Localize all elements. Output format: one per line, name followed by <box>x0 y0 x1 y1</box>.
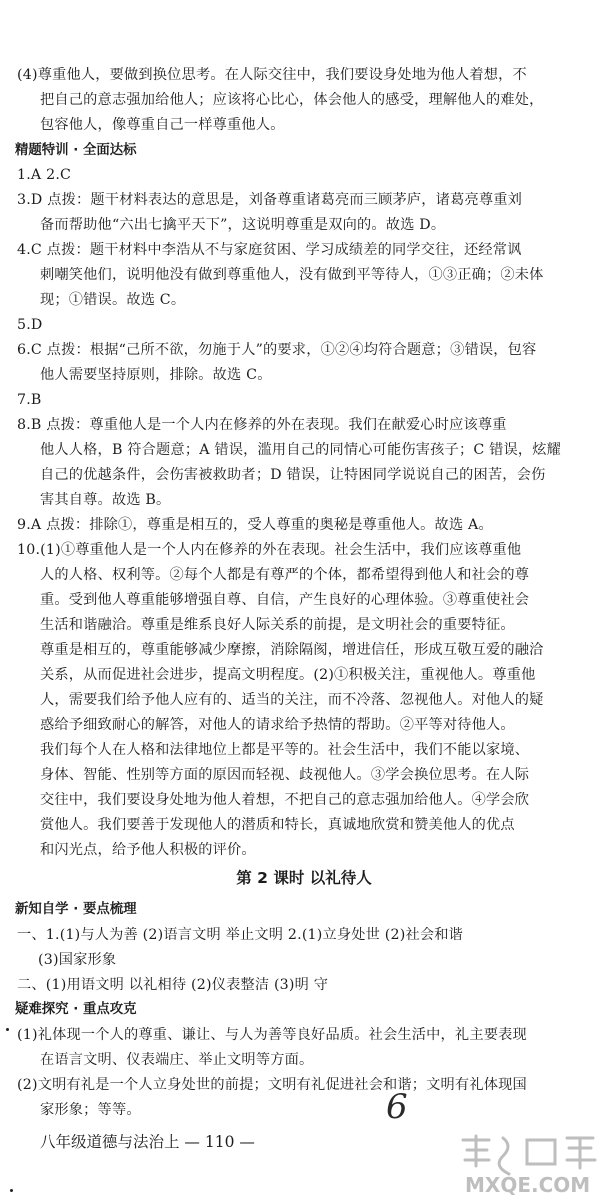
q10-line: 重。受到他人尊重能够增强自尊、自信，产生良好的心理体验。③尊重使社会 <box>40 592 530 608</box>
watermark-domain-text <box>465 1173 590 1197</box>
q10-line: 和闪光点，给予他人积极的评价。 <box>40 842 256 858</box>
q10-line: 身体、智能、性别等方面的原因而轻视、歧视他人。③学会换位思考。在人际 <box>40 767 530 783</box>
answer-line: 4.C 点拨：题干材料中李浩从不与家庭贫困、学习成绩差的同学交往，还经常讽 <box>17 242 522 258</box>
answer-line: 他人人格，B 符合题意；A 错误，滥用自己的同情心可能伤害孩子；C 错误，炫耀 <box>40 442 562 458</box>
q10-line: 人的人格、权利等。②每个人都是有尊严的个体，都希望得到他人和社会的尊 <box>40 567 530 583</box>
q10-line: 惑给予细致耐心的解答，对他人的请求给予热情的帮助。②平等对待他人。 <box>40 717 515 733</box>
text-line: (4)尊重他人，要做到换位思考。在人际交往中，我们要设身处地为他人着想，不 <box>17 67 527 83</box>
answer-line: 9.A 点拨：排除①，尊重是相互的，受人尊重的奥秘是尊重他人。故选 A。 <box>17 517 493 533</box>
answer-line: 8.B 点拨：尊重他人是一个人内在修养的外在表现。我们在献爱心时应该尊重 <box>17 417 507 433</box>
q10-line: 关系，从而促进社会进步，提高文明程度。(2)①积极关注，重视他人。尊重他 <box>40 667 536 683</box>
q10-line: 生活和谐融洽。尊重是维系良好人际关系的前提，是文明社会的重要特征。 <box>40 617 515 633</box>
answer-line: 刺嘲笑他们，说明他没有做到尊重他人，没有做到平等待人，①③正确；②未体 <box>40 267 544 283</box>
xinzhi-line: 一、1.(1)与人为善 (2)语言文明 举止文明 2.(1)立身处世 (2)社会和谐 <box>17 927 464 943</box>
stray-dot <box>10 1189 13 1192</box>
lesson-title: 第 2 课时 以礼待人 <box>236 869 372 887</box>
svg-text:MXQE.COM: MXQE.COM <box>465 1173 591 1197</box>
text-line: 包容他人，像尊重自己一样尊重他人。 <box>40 117 285 133</box>
answer-line: 他人需要坚持原则，排除。故选 C。 <box>40 367 272 383</box>
answer-line: 现；①错误。故选 C。 <box>40 292 186 308</box>
answer-line: 自己的优越条件，会伤害被救助者；D 错误，让特困同学说说自己的困苦，会伤 <box>40 467 546 483</box>
yinan-line: 家形象；等等。 <box>40 1102 141 1118</box>
watermark-logo <box>455 1128 605 1198</box>
yinan-line: (2)文明有礼是一个人立身处世的前提；文明有礼促进社会和谐；文明有礼体现国 <box>17 1077 527 1093</box>
stray-dot <box>6 1028 9 1031</box>
answer-line: 1.A 2.C <box>17 167 72 183</box>
answer-line: 7.B <box>17 392 42 408</box>
q10-line: 交往中，我们要设身处地为他人着想，不把自己的意志强加给他人。④学会欣 <box>40 792 530 808</box>
xinzhi-line: (3)国家形象 <box>38 952 117 968</box>
yinan-line: (1)礼体现一个人的尊重、谦让、与人为善等良好品质。社会生活中，礼主要表现 <box>17 1027 527 1043</box>
answer-line: 备而帮助他“六出七擒平天下”，这说明尊重是双向的。故选 D。 <box>40 217 446 233</box>
q10-line: 人，需要我们给予他人应有的、适当的关注，而不冷落、忽视他人。对他人的疑 <box>40 692 544 708</box>
q10-line: 10.(1)①尊重他人是一个人内在修养的外在表现。社会生活中，我们应该尊重他 <box>17 542 522 558</box>
page-footer: 八年级道德与法治上 — 110 — <box>40 1133 255 1151</box>
answer-line: 6.C 点拨：根据“己所不欲，勿施于人”的要求，①②④均符合题意；③错误，包容 <box>17 342 537 358</box>
handwritten-page-mark: 6 <box>386 1087 408 1127</box>
text-line: 把自己的意志强加给他人；应该将心比心，体会他人的感受，理解他人的难处， <box>40 92 544 108</box>
q10-line: 赏他人。我们要善于发现他人的潜质和特长，真诚地欣赏和赞美他人的优点 <box>40 817 515 833</box>
answer-line: 5.D <box>17 317 43 333</box>
yinan-line: 在语言文明、仪表端庄、举止文明等方面。 <box>40 1052 314 1068</box>
answer-line: 害其自尊。故选 B。 <box>40 492 171 508</box>
xinzhi-line: 二、(1)用语文明 以礼相待 (2)仪表整洁 (3)明 守 <box>17 977 329 993</box>
section-heading-yinan: 疑难探究 · 重点攻克 <box>15 1002 137 1017</box>
section-heading-jingti: 精题特训 · 全面达标 <box>15 143 137 158</box>
watermark-icon <box>463 1136 595 1174</box>
q10-line: 尊重是相互的，尊重能够减少摩擦，消除隔阂，增进信任，形成互敬互爱的融洽 <box>40 642 544 658</box>
section-heading-xinzhi: 新知自学 · 要点梳理 <box>15 902 137 917</box>
answer-line: 3.D 点拨：题干材料表达的意思是，刘备尊重诸葛亮而三顾茅庐，诸葛亮尊重刘 <box>17 192 523 208</box>
q10-line: 我们每个人在人格和法律地位上都是平等的。社会生活中，我们不能以家境、 <box>40 742 530 758</box>
